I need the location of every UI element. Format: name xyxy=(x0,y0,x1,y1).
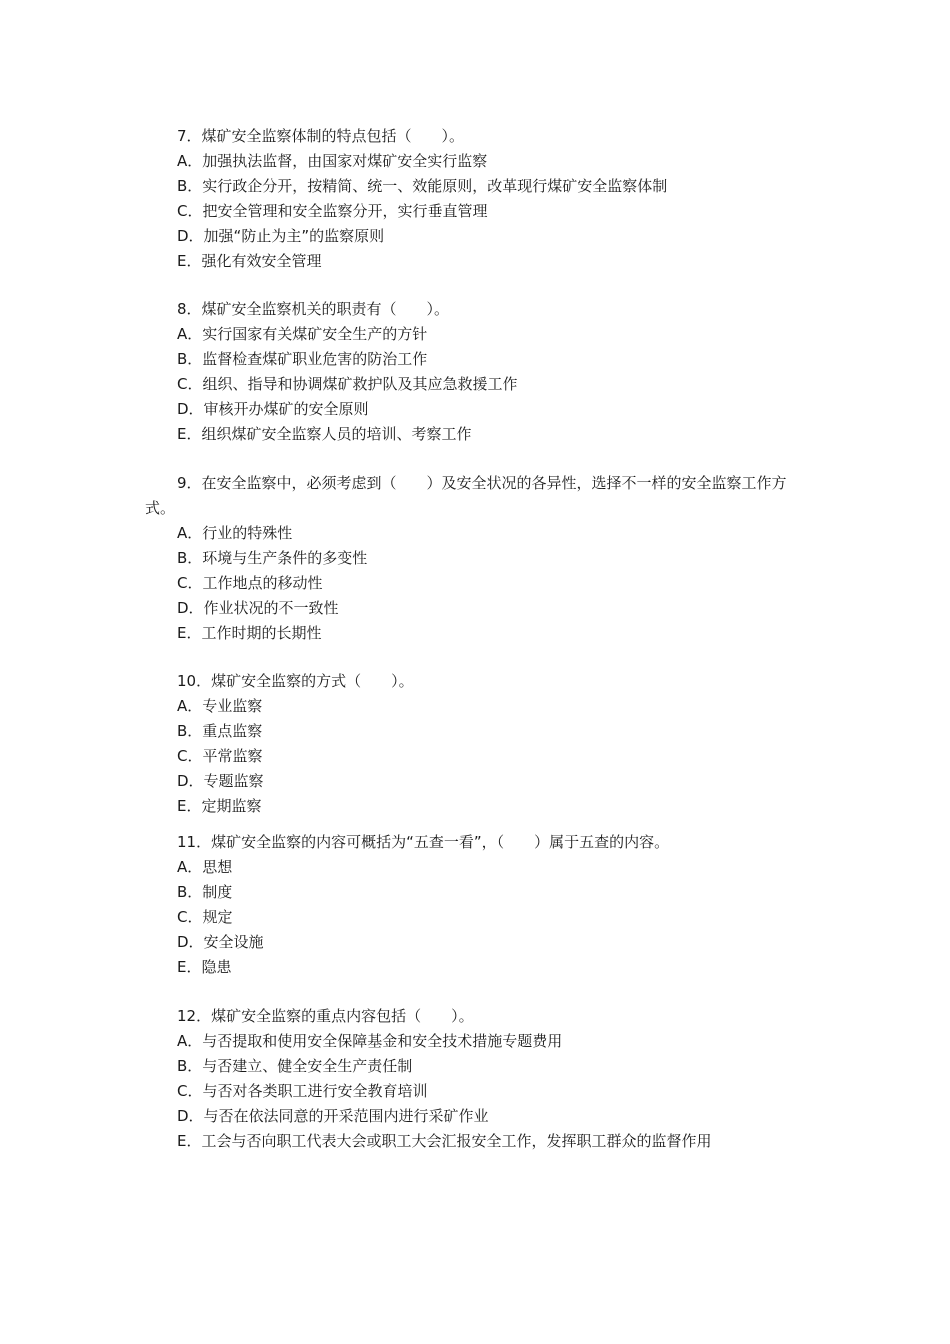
option-a: A．行业的特殊性 xyxy=(177,524,293,542)
question-12 xyxy=(145,1004,815,1154)
option-e: E．组织煤矿安全监察人员的培训、考察工作 xyxy=(177,425,472,443)
question-9 xyxy=(145,471,815,646)
question-stem: 10．煤矿安全监察的方式（ ）。 xyxy=(177,672,414,690)
option-d: D．与否在依法同意的开采范围内进行采矿作业 xyxy=(177,1107,489,1125)
option-c: C．把安全管理和安全监察分开，实行垂直管理 xyxy=(177,202,488,220)
option-list xyxy=(145,149,815,274)
option-a: A．专业监察 xyxy=(177,697,263,715)
question-stem: 12．煤矿安全监察的重点内容包括（ ）。 xyxy=(177,1007,474,1025)
option-b: B．监督检查煤矿职业危害的防治工作 xyxy=(177,350,428,368)
question-stem: 9．在安全监察中，必须考虑到（ ）及安全状况的各异性，选择不一样的安全监察工作方式。 xyxy=(145,474,787,517)
option-list xyxy=(145,1029,815,1154)
option-a: A．加强执法监督，由国家对煤矿安全实行监察 xyxy=(177,152,488,170)
option-a: A．思想 xyxy=(177,858,233,876)
option-list xyxy=(145,521,815,646)
option-b: B．制度 xyxy=(177,883,233,901)
question-stem: 8．煤矿安全监察机关的职责有（ ）。 xyxy=(177,300,450,318)
option-d: D．作业状况的不一致性 xyxy=(177,599,339,617)
option-b: B．重点监察 xyxy=(177,722,263,740)
question-stem: 7．煤矿安全监察体制的特点包括（ ）。 xyxy=(177,127,465,145)
option-d: D．审核开办煤矿的安全原则 xyxy=(177,400,369,418)
option-b: B．环境与生产条件的多变性 xyxy=(177,549,368,567)
option-a: A．与否提取和使用安全保障基金和安全技术措施专题费用 xyxy=(177,1032,563,1050)
option-e: E．强化有效安全管理 xyxy=(177,252,322,270)
option-c: C．规定 xyxy=(177,908,233,926)
option-e: E．工会与否向职工代表大会或职工大会汇报安全工作，发挥职工群众的监督作用 xyxy=(177,1132,712,1150)
option-list xyxy=(145,855,815,980)
option-b: B．实行政企分开，按精简、统一、效能原则，改革现行煤矿安全监察体制 xyxy=(177,177,668,195)
question-8 xyxy=(145,297,815,447)
option-d: D．安全设施 xyxy=(177,933,264,951)
option-b: B．与否建立、健全安全生产责任制 xyxy=(177,1057,413,1075)
option-c: C．工作地点的移动性 xyxy=(177,574,323,592)
question-10 xyxy=(145,669,815,819)
option-e: E．定期监察 xyxy=(177,797,262,815)
option-e: E．隐患 xyxy=(177,958,232,976)
question-11 xyxy=(145,830,815,980)
option-c: C．平常监察 xyxy=(177,747,263,765)
question-7 xyxy=(145,124,815,274)
option-a: A．实行国家有关煤矿安全生产的方针 xyxy=(177,325,428,343)
option-list xyxy=(145,694,815,819)
option-list xyxy=(145,322,815,447)
option-c: C．与否对各类职工进行安全教育培训 xyxy=(177,1082,428,1100)
option-e: E．工作时期的长期性 xyxy=(177,624,322,642)
option-d: D．专题监察 xyxy=(177,772,264,790)
option-d: D．加强“防止为主”的监察原则 xyxy=(177,227,385,245)
option-c: C．组织、指导和协调煤矿救护队及其应急救援工作 xyxy=(177,375,518,393)
question-stem: 11．煤矿安全监察的内容可概括为“五查一看”，（ ）属于五查的内容。 xyxy=(177,833,670,851)
